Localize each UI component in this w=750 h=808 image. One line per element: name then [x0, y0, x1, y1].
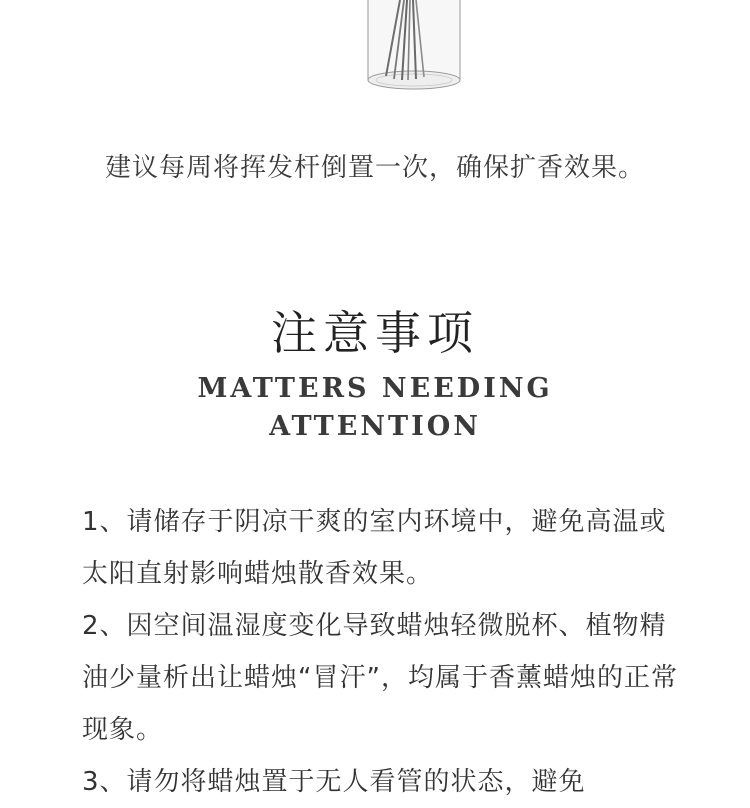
reed-diffuser-illustration — [360, 0, 468, 96]
note-item-3: 3、请勿将蜡烛置于无人看管的状态，避免 — [82, 767, 586, 797]
notes-list — [82, 496, 682, 808]
section-subtitle — [0, 370, 750, 446]
diffuser-tip-text: 建议每周将挥发杆倒置一次，确保扩香效果。 — [104, 153, 645, 183]
note-item-2: 2、因空间温湿度变化导致蜡烛轻微脱杯、植物精油少量析出让蜡烛“冒汗”，均属于香薰蜡烛的正常现象。 — [82, 611, 678, 745]
section-title: 注意事项 — [271, 306, 479, 360]
note-item-1: 1、请储存于阴凉干爽的室内环境中，避免高温或太阳直射影响蜡烛散香效果。 — [82, 507, 667, 589]
section-subtitle-line-1: MATTERS NEEDING — [197, 373, 553, 404]
section-subtitle-line-2: ATTENTION — [269, 411, 481, 442]
